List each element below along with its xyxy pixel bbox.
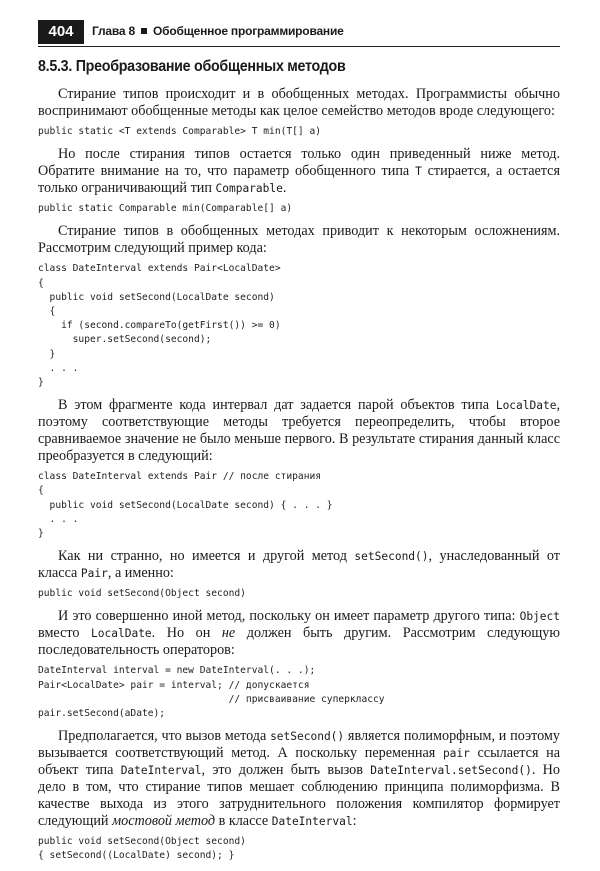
code-block-2: public static Comparable min(Comparable[] a): [38, 203, 293, 215]
inline-code: DateInterval.setSecond(): [370, 764, 532, 778]
inline-code: LocalDate: [91, 627, 152, 641]
inline-code: pair: [442, 747, 470, 761]
emphasis: не: [221, 625, 236, 642]
code-block-4: class DateInterval extends Pair // после стирания { public void setSecond(LocalDate second) { . . . } . . . }: [38, 471, 333, 540]
section-title: 8.5.3. Преобразование обобщенных методов: [38, 58, 346, 75]
inline-code: Pair: [80, 567, 108, 581]
page-header: [38, 20, 560, 47]
paragraph-6: И это совершенно иной метод, поскольку он имеет параметр другого типа: Object вместо LocalDate. Но он не должен быть другим. Рассмотрим следующую последовательность операторов:: [38, 608, 560, 659]
code-block-1: public static <T extends Comparable> T min(T[] a): [38, 126, 322, 137]
inline-code: Object: [519, 610, 560, 624]
inline-code: setSecond(): [354, 550, 429, 564]
code-block-5: public void setSecond(Object second): [38, 588, 246, 600]
code-block-7: public void setSecond(Object second) { setSecond((LocalDate) second); }: [38, 836, 246, 862]
chapter-label: Глава 8: [92, 24, 136, 38]
paragraph-1: Стирание типов происходит и в обобщенных методах. Программисты обычно воспринимают обобщенные методы как целое семейство методов вроде следующего:: [38, 86, 560, 119]
inline-code: setSecond(): [270, 730, 345, 744]
paragraph-4: В этом фрагменте кода интервал дат задается парой объектов типа LocalDate, поэтому соответствующие методы требуется переопределить, чтобы второе сравниваемое значение не было меньше первого. В результате стирания данный класс преобразуется в следующий:: [38, 397, 560, 465]
chapter-title: Обобщенное программирование: [153, 24, 344, 38]
code-block-3: class DateInterval extends Pair<LocalDate> { public void setSecond(LocalDate second) { if (second.compareTo(getFirst()) >= 0) super.setSecond(second); } . . . }: [38, 263, 281, 389]
inline-code: DateInterval: [120, 764, 202, 778]
paragraph-5: Как ни странно, но имеется и другой метод setSecond(), унаследованный от класса Pair, а именно:: [38, 548, 560, 582]
inline-code: LocalDate: [495, 399, 557, 413]
paragraph-2: Но после стирания типов остается только один приведенный ниже метод. Обратите внимание на то, что параметр обобщенного типа T стирается, а остается только ограничивающий тип Comparable.: [38, 146, 560, 197]
paragraph-3: Стирание типов в обобщенных методах приводит к некоторым осложнениям. Рассмотрим следующий пример кода:: [38, 223, 560, 257]
running-head: [92, 24, 344, 38]
emphasis: мостовой метод: [112, 813, 216, 830]
page-body: [38, 58, 560, 871]
paragraph-7: Предполагается, что вызов метода setSecond() является полиморфным, и поэтому вызывается соответствующий метод. А поскольку переменная pair ссылается на объект типа DateInterval, это должен быть вызов DateInterval.setSecond(). Но дело в том, что стирание типов мешает соблюдению принципа полиморфизма. В качестве выхода из этого затруднительного положения компилятор формирует следующий мостовой метод в классе DateInterval:: [38, 728, 560, 830]
inline-code: T: [415, 165, 422, 179]
inline-code: DateInterval: [271, 815, 353, 829]
square-bullet-icon: [141, 28, 147, 34]
inline-code: Comparable: [215, 182, 283, 196]
code-block-6: DateInterval interval = new DateInterval(. . .); Pair<LocalDate> pair = interval; // допускается // присваивание суперклассу pair.setSecond(aDate);: [38, 665, 385, 720]
page-number: 404: [38, 20, 84, 44]
